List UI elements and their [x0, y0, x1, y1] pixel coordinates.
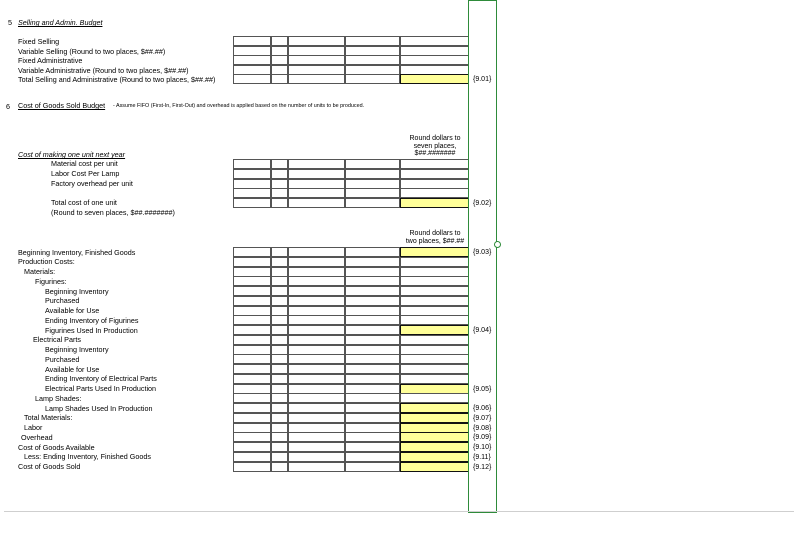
input-cell[interactable] — [271, 393, 288, 403]
input-cell[interactable] — [233, 335, 271, 345]
input-cell[interactable] — [345, 423, 400, 433]
input-cell[interactable] — [233, 452, 271, 462]
section-number: 5 — [8, 18, 12, 27]
input-cell[interactable] — [288, 276, 345, 286]
input-cell[interactable] — [345, 74, 400, 84]
input-cell[interactable] — [400, 188, 469, 198]
input-cell[interactable] — [271, 198, 288, 208]
input-cell[interactable] — [345, 374, 400, 384]
input-cell[interactable] — [345, 198, 400, 208]
input-cell[interactable] — [288, 159, 345, 169]
input-cell[interactable] — [345, 325, 400, 335]
input-cell[interactable] — [345, 46, 400, 56]
input-cell[interactable] — [271, 306, 288, 316]
input-cell[interactable] — [271, 188, 288, 198]
input-cell[interactable] — [233, 169, 271, 179]
reference-code: {9.05} — [473, 385, 492, 393]
answer-cell[interactable] — [400, 74, 469, 84]
input-cell[interactable] — [271, 462, 288, 472]
input-cell[interactable] — [271, 345, 288, 355]
input-cell[interactable] — [233, 36, 271, 46]
input-cell[interactable] — [271, 74, 288, 84]
row-label: Ending Inventory of Figurines — [45, 315, 139, 325]
input-cell[interactable] — [271, 364, 288, 374]
input-cell[interactable] — [288, 423, 345, 433]
input-cell[interactable] — [233, 306, 271, 316]
input-cell[interactable] — [271, 354, 288, 364]
row-label: Purchased — [45, 296, 80, 306]
row-label: Less: Ending Inventory, Finished Goods — [24, 452, 151, 462]
input-cell[interactable] — [288, 403, 345, 413]
answer-cell[interactable] — [400, 413, 469, 423]
reference-code: {9.10} — [473, 444, 492, 451]
row-label: Total Materials: — [24, 413, 73, 423]
input-cell[interactable] — [400, 267, 469, 277]
page-divider — [4, 511, 794, 512]
input-cell[interactable] — [233, 257, 271, 267]
input-cell[interactable] — [288, 267, 345, 277]
answer-cell[interactable] — [400, 247, 469, 257]
input-cell[interactable] — [288, 188, 345, 198]
input-cell[interactable] — [233, 296, 271, 306]
input-cell[interactable] — [233, 325, 271, 335]
input-cell[interactable] — [233, 276, 271, 286]
input-cell[interactable] — [233, 384, 271, 394]
input-cell[interactable] — [288, 462, 345, 472]
input-cell[interactable] — [233, 393, 271, 403]
input-cell[interactable] — [400, 276, 469, 286]
input-cell[interactable] — [345, 432, 400, 442]
row-label: Total Selling and Administrative (Round to two places, $##.##) — [18, 75, 216, 85]
header-line: Round dollars to — [409, 230, 461, 237]
column-header — [395, 135, 475, 158]
input-cell[interactable] — [233, 364, 271, 374]
row-label: Lamp Shades Used In Production — [45, 403, 153, 413]
input-cell[interactable] — [400, 46, 469, 56]
input-cell[interactable] — [233, 374, 271, 384]
input-cell[interactable] — [400, 55, 469, 65]
row-label: Variable Administrative (Round to two places, $##.##) — [18, 65, 189, 75]
row-label: Fixed Administrative — [18, 56, 83, 66]
input-cell[interactable] — [288, 374, 345, 384]
input-cell[interactable] — [271, 286, 288, 296]
input-cell[interactable] — [271, 325, 288, 335]
input-cell[interactable] — [271, 36, 288, 46]
input-cell[interactable] — [345, 345, 400, 355]
input-cell[interactable] — [345, 452, 400, 462]
input-cell[interactable] — [271, 413, 288, 423]
unit-cost-title: Cost of making one unit next year — [18, 150, 126, 159]
input-cell[interactable] — [233, 46, 271, 56]
row-label: Material cost per unit — [51, 159, 118, 168]
section-note: - Assume FIFO (First-In, First-Out) and overhead is applied based on the number of units to be produced. — [113, 103, 365, 109]
answer-cell[interactable] — [400, 325, 469, 335]
input-cell[interactable] — [345, 413, 400, 423]
input-cell[interactable] — [400, 335, 469, 345]
row-label: Purchased — [45, 354, 80, 364]
input-cell[interactable] — [345, 286, 400, 296]
input-cell[interactable] — [288, 393, 345, 403]
row-label: Cost of Goods Available — [18, 442, 95, 452]
input-cell[interactable] — [345, 65, 400, 75]
input-cell[interactable] — [271, 403, 288, 413]
input-cell[interactable] — [345, 384, 400, 394]
input-cell[interactable] — [400, 393, 469, 403]
input-cell[interactable] — [271, 442, 288, 452]
input-cell[interactable] — [288, 413, 345, 423]
header-line: Round dollars to — [409, 135, 461, 142]
input-cell[interactable] — [288, 247, 345, 257]
input-cell[interactable] — [345, 315, 400, 325]
input-cell[interactable] — [288, 364, 345, 374]
input-cell[interactable] — [288, 286, 345, 296]
section-title: Selling and Admin. Budget — [18, 18, 103, 27]
input-cell[interactable] — [233, 423, 271, 433]
input-cell[interactable] — [345, 393, 400, 403]
answer-cell[interactable] — [400, 403, 469, 413]
input-cell[interactable] — [345, 267, 400, 277]
unit-total-note: (Round to seven places, $##.#######) — [51, 208, 175, 217]
section-title: Cost of Goods Sold Budget — [18, 101, 106, 110]
input-cell[interactable] — [345, 306, 400, 316]
input-cell[interactable] — [400, 169, 469, 179]
row-label: Beginning Inventory, Finished Goods — [18, 247, 136, 257]
input-cell[interactable] — [271, 315, 288, 325]
input-cell[interactable] — [345, 36, 400, 46]
input-cell[interactable] — [288, 452, 345, 462]
input-cell[interactable] — [345, 247, 400, 257]
input-cell[interactable] — [233, 65, 271, 75]
input-cell[interactable] — [271, 335, 288, 345]
row-label: Figurines Used In Production — [45, 325, 138, 335]
input-cell[interactable] — [233, 462, 271, 472]
input-cell[interactable] — [288, 74, 345, 84]
answer-cell[interactable] — [400, 423, 469, 433]
row-label: Materials: — [24, 267, 56, 276]
reference-code: {9.09} — [473, 434, 492, 442]
row-label: Available for Use — [45, 306, 100, 315]
input-cell[interactable] — [345, 55, 400, 65]
input-cell[interactable] — [288, 335, 345, 345]
input-cell[interactable] — [271, 423, 288, 433]
input-cell[interactable] — [271, 432, 288, 442]
input-cell[interactable] — [288, 169, 345, 179]
input-cell[interactable] — [288, 296, 345, 306]
input-cell[interactable] — [233, 403, 271, 413]
reference-code: {9.06} — [473, 405, 492, 412]
input-cell[interactable] — [345, 462, 400, 472]
input-cell[interactable] — [345, 403, 400, 413]
input-cell[interactable] — [400, 296, 469, 306]
row-label: Total cost of one unit — [51, 198, 117, 207]
input-cell[interactable] — [345, 442, 400, 452]
input-cell[interactable] — [271, 452, 288, 462]
reference-code: {9.04} — [473, 327, 492, 334]
input-cell[interactable] — [233, 55, 271, 65]
row-label: Production Costs: — [18, 257, 75, 267]
input-cell[interactable] — [233, 442, 271, 452]
column-header — [395, 230, 475, 245]
input-cell[interactable] — [400, 36, 469, 46]
input-cell[interactable] — [233, 198, 271, 208]
input-cell[interactable] — [271, 159, 288, 169]
answer-cell[interactable] — [400, 452, 469, 462]
input-cell[interactable] — [271, 169, 288, 179]
input-cell[interactable] — [233, 159, 271, 169]
input-cell[interactable] — [288, 65, 345, 75]
input-cell[interactable] — [271, 374, 288, 384]
input-cell[interactable] — [271, 247, 288, 257]
input-cell[interactable] — [271, 296, 288, 306]
input-cell[interactable] — [288, 315, 345, 325]
header-line: seven places, — [413, 142, 457, 150]
row-label: Cost of Goods Sold — [18, 462, 81, 471]
input-cell[interactable] — [400, 159, 469, 169]
answer-cell[interactable] — [400, 198, 469, 208]
row-label: Labor — [24, 423, 43, 432]
input-cell[interactable] — [288, 46, 345, 56]
row-label: Factory overhead per unit — [51, 179, 133, 188]
input-cell[interactable] — [288, 345, 345, 355]
answer-cell[interactable] — [400, 384, 469, 394]
input-cell[interactable] — [400, 315, 469, 325]
input-cell[interactable] — [288, 442, 345, 452]
reference-code: {9.02} — [473, 200, 492, 207]
input-cell[interactable] — [271, 46, 288, 56]
input-cell[interactable] — [400, 354, 469, 364]
input-cell[interactable] — [271, 65, 288, 75]
input-cell[interactable] — [288, 325, 345, 335]
input-cell[interactable] — [233, 286, 271, 296]
column-guide[interactable] — [468, 0, 497, 513]
input-cell[interactable] — [400, 65, 469, 75]
input-cell[interactable] — [400, 374, 469, 384]
input-cell[interactable] — [400, 345, 469, 355]
row-label: Figurines: — [35, 276, 67, 286]
row-label: Beginning Inventory — [45, 345, 109, 354]
input-cell[interactable] — [233, 188, 271, 198]
row-label: Variable Selling (Round to two places, $##.##) — [18, 46, 166, 56]
reference-code: {9.01} — [473, 76, 492, 84]
row-label: Ending Inventory of Electrical Parts — [45, 374, 157, 384]
input-cell[interactable] — [271, 257, 288, 267]
input-cell[interactable] — [345, 188, 400, 198]
input-cell[interactable] — [345, 364, 400, 374]
row-label: Electrical Parts — [33, 335, 81, 345]
input-cell[interactable] — [288, 198, 345, 208]
row-label: Overhead — [21, 432, 53, 442]
input-cell[interactable] — [345, 257, 400, 267]
input-cell[interactable] — [233, 267, 271, 277]
input-cell[interactable] — [233, 74, 271, 84]
header-line: $##.####### — [414, 150, 456, 157]
answer-cell[interactable] — [400, 442, 469, 452]
input-cell[interactable] — [288, 354, 345, 364]
input-cell[interactable] — [400, 364, 469, 374]
input-cell[interactable] — [400, 286, 469, 296]
row-label: Electrical Parts Used In Production — [45, 384, 157, 393]
input-cell[interactable] — [345, 354, 400, 364]
reference-code: {9.12} — [473, 463, 492, 471]
header-line: two places, $##.## — [405, 237, 465, 245]
input-cell[interactable] — [288, 36, 345, 46]
input-cell[interactable] — [288, 257, 345, 267]
input-cell[interactable] — [345, 169, 400, 179]
input-cell[interactable] — [288, 384, 345, 394]
input-cell[interactable] — [233, 345, 271, 355]
reference-code: {9.03} — [473, 249, 492, 256]
input-cell[interactable] — [345, 335, 400, 345]
input-cell[interactable] — [400, 306, 469, 316]
input-cell[interactable] — [233, 315, 271, 325]
input-cell[interactable] — [271, 276, 288, 286]
input-cell[interactable] — [233, 413, 271, 423]
reference-code: {9.08} — [473, 424, 492, 432]
row-label: Available for Use — [45, 364, 100, 374]
reference-code: {9.11} — [473, 453, 491, 461]
input-cell[interactable] — [271, 384, 288, 394]
row-label: Lamp Shades: — [35, 393, 82, 403]
input-cell[interactable] — [345, 276, 400, 286]
row-label: Labor Cost Per Lamp — [51, 169, 120, 178]
section-number: 6 — [6, 102, 10, 111]
input-cell[interactable] — [345, 296, 400, 306]
input-cell[interactable] — [288, 306, 345, 316]
input-cell[interactable] — [233, 354, 271, 364]
answer-cell[interactable] — [400, 462, 469, 472]
resize-handle[interactable] — [494, 241, 501, 248]
input-cell[interactable] — [400, 257, 469, 267]
input-cell[interactable] — [233, 432, 271, 442]
row-label: Fixed Selling — [18, 37, 60, 46]
answer-cell[interactable] — [400, 432, 469, 442]
input-cell[interactable] — [288, 432, 345, 442]
input-cell[interactable] — [271, 55, 288, 65]
input-cell[interactable] — [345, 159, 400, 169]
input-cell[interactable] — [233, 247, 271, 257]
input-cell[interactable] — [271, 267, 288, 277]
input-cell[interactable] — [288, 55, 345, 65]
reference-code: {9.07} — [473, 414, 492, 422]
row-label: Beginning Inventory — [45, 286, 109, 296]
